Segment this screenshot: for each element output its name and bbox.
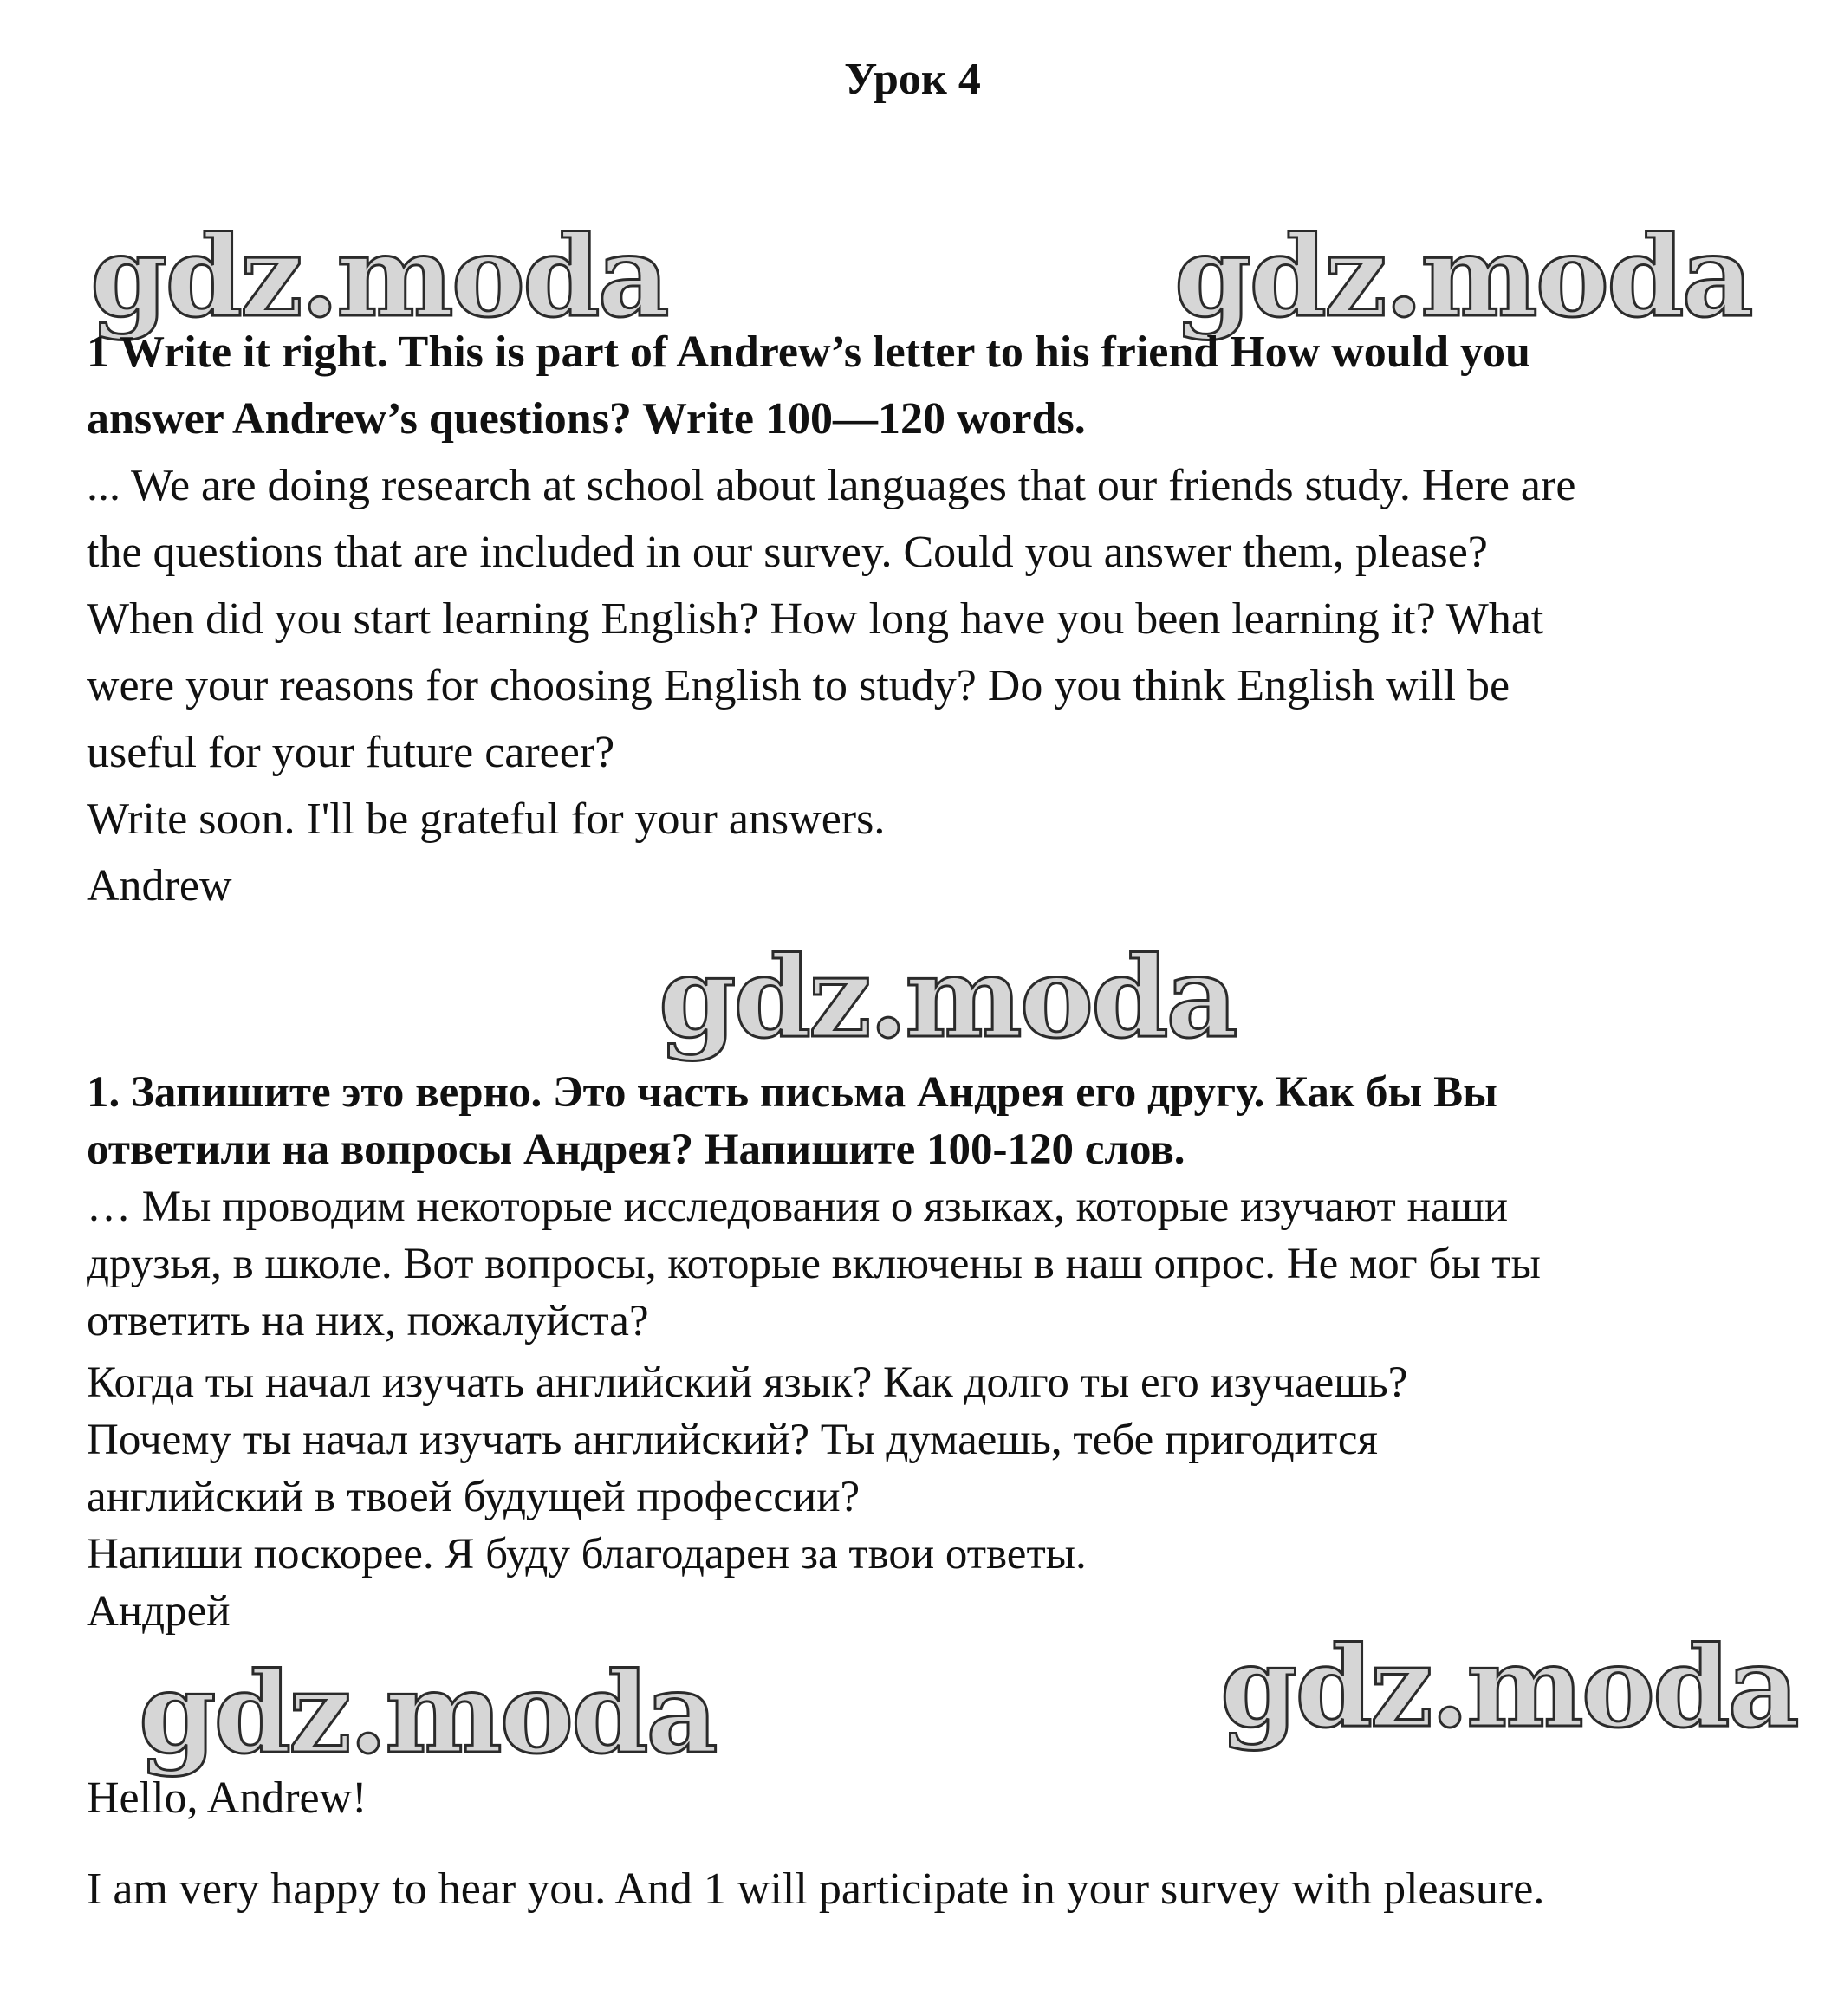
- letter-signature-ru: Андрей: [87, 1587, 231, 1636]
- letter-line: were your reasons for choosing English to study? Do you think English will be: [87, 661, 1510, 710]
- letter-line-ru: … Мы проводим некоторые исследования о языках, которые изучают наши: [87, 1183, 1509, 1231]
- letter-line-ru: Почему ты начал изучать английский? Ты думаешь, тебе пригодится: [87, 1416, 1378, 1464]
- task-heading-line: 1 Write it right. This is part of Andrew’s letter to his friend How would you: [87, 327, 1530, 377]
- letter-line-ru: Когда ты начал изучать английский язык? Как долго ты его изучаешь?: [87, 1358, 1408, 1407]
- watermark-logo: gdz.moda: [659, 933, 1236, 1063]
- task-heading-line-ru: 1. Запишите это верно. Это часть письма Андрея его другу. Как бы Вы: [87, 1068, 1497, 1117]
- letter-line: useful for your future career?: [87, 728, 615, 777]
- watermark-logo: gdz.moda: [1220, 1623, 1797, 1753]
- letter-line: Write soon. I'll be grateful for your answers.: [87, 794, 886, 844]
- watermark-logo: gdz.moda: [139, 1649, 716, 1779]
- letter-line: the questions that are included in our survey. Could you answer them, please?: [87, 528, 1488, 577]
- letter-line-ru: друзья, в школе. Вот вопросы, которые включены в наш опрос. Не мог бы ты: [87, 1240, 1541, 1288]
- page-title: Урок 4: [844, 55, 981, 104]
- letter-signature: Andrew: [87, 861, 232, 911]
- answer-line: I am very happy to hear you. And 1 will participate in your survey with pleasure.: [87, 1864, 1545, 1914]
- letter-line-ru: ответить на них, пожалуйста?: [87, 1297, 649, 1345]
- letter-line-ru: английский в твоей будущей профессии?: [87, 1473, 861, 1521]
- watermark-logo: gdz.moda: [1174, 212, 1751, 342]
- watermark-logo: gdz.moda: [90, 212, 667, 342]
- letter-line-ru: Напиши поскорее. Я буду благодарен за твои ответы.: [87, 1530, 1087, 1578]
- letter-line: When did you start learning English? How long have you been learning it? What: [87, 594, 1544, 644]
- task-heading-line-ru: ответили на вопросы Андрея? Напишите 100-120 слов.: [87, 1125, 1185, 1174]
- task-heading-line: answer Andrew’s questions? Write 100—120 words.: [87, 394, 1086, 444]
- answer-greeting: Hello, Andrew!: [87, 1773, 367, 1823]
- letter-line: ... We are doing research at school about languages that our friends study. Here are: [87, 461, 1576, 510]
